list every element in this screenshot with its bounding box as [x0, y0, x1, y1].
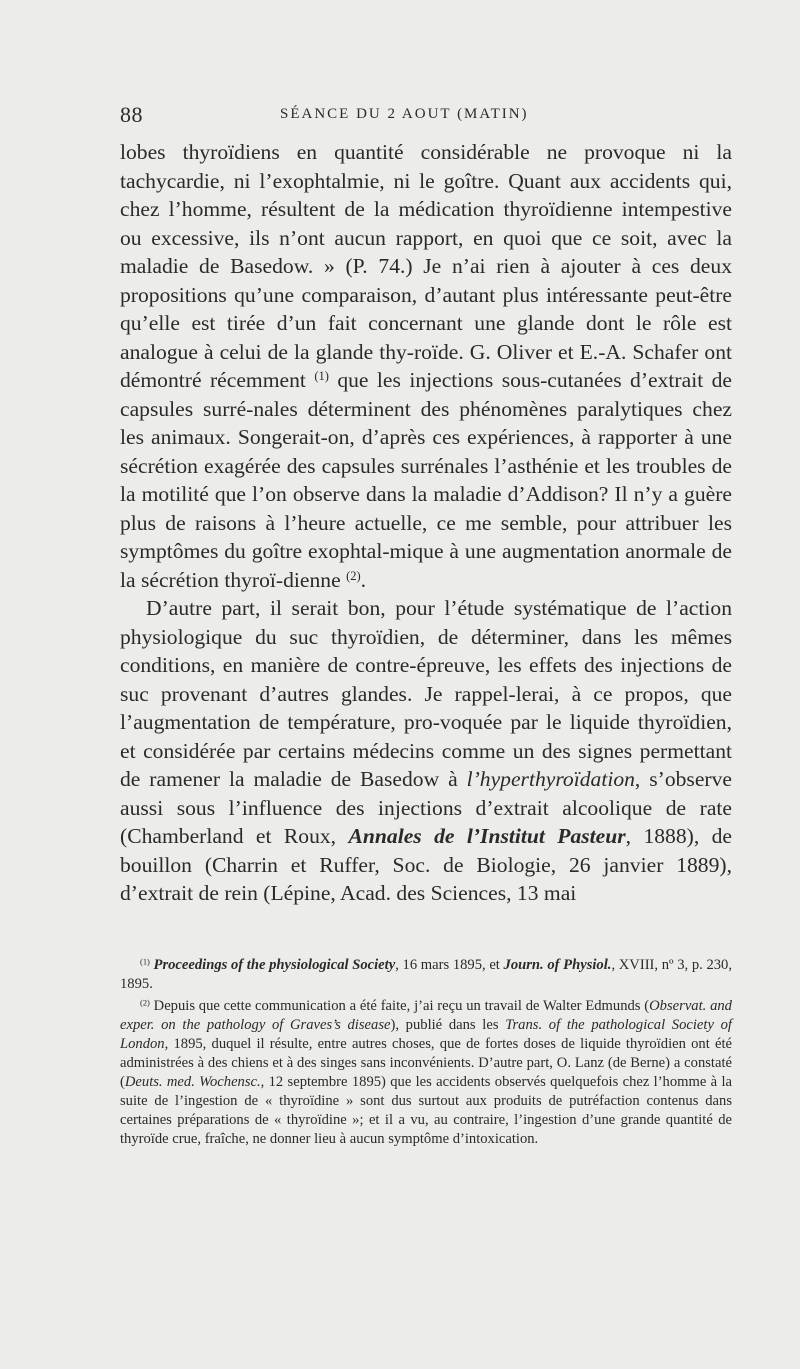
- footnotes: [120, 956, 732, 1149]
- footnote-1-journal-1: Proceedings of the physiological Society: [153, 957, 396, 973]
- footnote-2-journal-deuts: Deuts. med. Wochensc.: [124, 1074, 261, 1090]
- journal-annales-pasteur: Annales de l’Institut Pasteur: [348, 824, 626, 848]
- footnote-ref-1: (1): [314, 369, 329, 384]
- paragraph-2: [120, 594, 732, 908]
- footnote-2-journal-trans: Trans. of the pathological Society of London: [120, 1017, 732, 1052]
- footnote-ref-2: (2): [346, 568, 361, 583]
- paragraph-2-text-1: D’autre part, il serait bon, pour l’étude systématique de l’action physiologique du suc thyroïdien, de déterminer, dans les mêmes conditions, en manière de contre-épreuve, les effets des injections de suc provenant d’autres glandes. Je rappel-lerai, à ce propos, que l’augmentation de température, pro-voquée par le liquide thyroïdien, et considérée par certains médecins comme un des signes permettant de ramener la maladie de Basedow à: [120, 596, 732, 791]
- footnote-2-text-1: Depuis que cette communication a été faite, j’ai reçu un travail de Walter Edmunds (: [149, 998, 650, 1014]
- paragraph-1-text-2: que les injections sous-cutanées d’extrait de capsules surré-nales déterminent des phénomènes paralytiques chez les animaux. Songerait-on, d’après ces expériences, à rapporter à une sécrétion exagérée des capsules surrénales l’asthénie et les troubles de la motilité que l’on observe dans la maladie d’Addison? Il n’y a guère plus de raisons à l’heure actuelle, ce me semble, pour attribuer les symptômes du goître exophtal-mique à une augmentation anormale de la sécrétion thyroï-dienne: [120, 368, 733, 592]
- page-number: 88: [120, 102, 143, 127]
- running-head: [120, 100, 730, 132]
- footnote-2-text-2: ), publié dans les: [390, 1017, 506, 1033]
- footnote-2-text-4: , 12 septembre 1895) que les accidents observés quelquefois chez l’homme à la suite de l’ingestion de « thyroïdine » sont dus surtout aux produits de putréfaction contenus dans certaines préparations de « thyroïdine »; et il a vu, au contraire, l’ingestion d’une grande quantité de thyroïde crue, fraîche, ne donner lieu à aucun symptôme d’intoxication.: [120, 1074, 732, 1147]
- paragraph-1-text-1: lobes thyroïdiens en quantité considérable ne provoque ni la tachycardie, ni l’exophtalmie, ni le goître. Quant aux accidents qui, chez l’homme, résultent de la médication thyroïdienne intempestive ou excessive, ils n’ont aucun rapport, en quoi que ce soit, avec la maladie de Basedow. » (P. 74.) Je n’ai rien à ajouter à ces deux propositions qu’une comparaison, d’autant plus intéressante peut-être qu’elle est tirée d’un fait concernant une glande dont le rôle est analogue à celui de la glande thy-roïde. G. Oliver et E.-A. Schafer ont démontré récemment: [120, 140, 732, 392]
- body-text: [120, 138, 732, 908]
- footnote-1-journal-2: Journ. of Physiol.: [503, 957, 612, 973]
- term-hyperthyroidation: l’hyperthyroïdation: [466, 767, 635, 791]
- footnote-2-title-edmunds: Observat. and exper. on the pathology of Graves’s disease: [120, 998, 732, 1033]
- footnote-1-text-2: , XVIII, nº 3, p. 230, 1895.: [120, 957, 732, 992]
- footnote-1-marker: (1): [140, 956, 150, 967]
- footnote-2: [120, 997, 732, 1149]
- footnote-2-marker: (2): [140, 997, 150, 1008]
- paragraph-2-text-3: , 1888), de bouillon (Charrin et Ruffer, Soc. de Biologie, 26 janvier 1889), d’extrait de rein (Lépine, Acad. des Sciences, 13 mai: [120, 824, 732, 905]
- paragraph-1: [120, 138, 732, 594]
- running-title: SÉANCE DU 2 AOUT (MATIN): [280, 106, 529, 122]
- footnote-1: [120, 956, 732, 994]
- footnote-2-text-3: , 1895, duquel il résulte, entre autres choses, que de fortes doses de liquide thyroïdien ont été administrées à des chiens et à des singes sans inconvénients. D’autre part, O. Lanz (de Berne) a constaté (: [120, 1036, 732, 1090]
- paragraph-2-text-2: , s’observe aussi sous l’influence des injections d’extrait alcoolique de rate (Chamberland et Roux,: [120, 767, 732, 848]
- footnote-1-text-1: , 16 mars 1895, et: [395, 957, 504, 973]
- paragraph-1-text-3: .: [360, 567, 367, 592]
